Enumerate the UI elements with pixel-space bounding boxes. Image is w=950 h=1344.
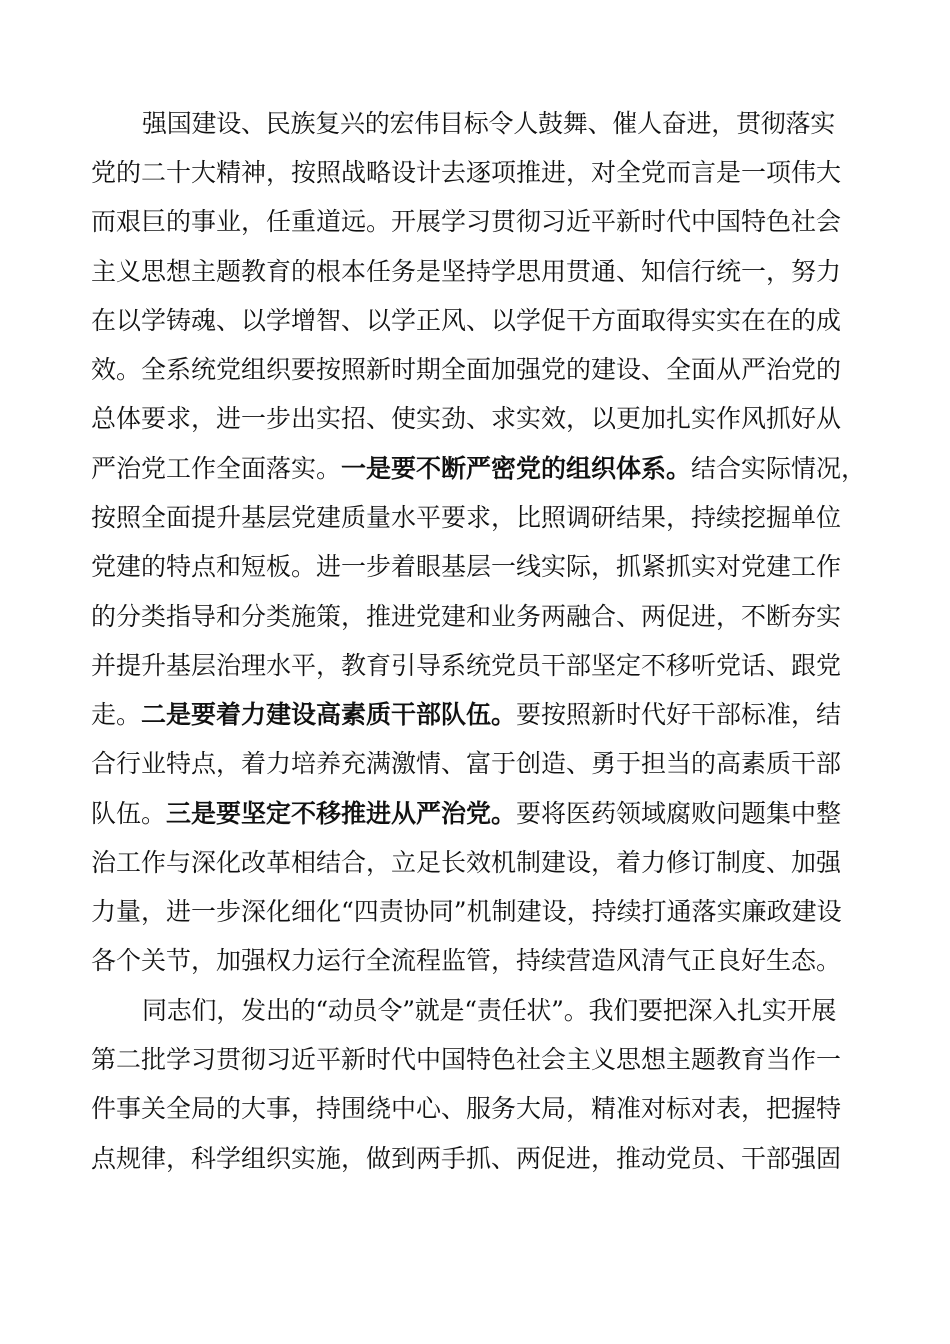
paragraph-line: 主义思想主题教育的根本任务是坚持学思用贯通、知信行统一，努力 — [91, 257, 842, 286]
line-text: 队伍。 — [91, 799, 167, 828]
paragraph-line: 治工作与深化改革相结合，立足长效机制建设，着力修订制度、加强 — [91, 848, 842, 877]
paragraph-line: 而艰巨的事业，任重道远。开展学习贯彻习近平新时代中国特色社会 — [91, 207, 842, 236]
line-text: 结合实际情况， — [691, 454, 867, 483]
paragraph-line: 按照全面提升基层党建质量水平要求，比照调研结果，持续挖掘单位 — [91, 503, 842, 532]
paragraph-line: 第二批学习贯彻习近平新时代中国特色社会主义思想主题教育当作一 — [91, 1045, 842, 1074]
paragraph-line: 件事关全局的大事，持围绕中心、服务大局，精准对标对表，把握特 — [91, 1094, 842, 1123]
paragraph-line — [91, 794, 891, 834]
bold-heading-three: 三是要坚定不移推进从严治党。 — [166, 799, 517, 828]
paragraph-line: 总体要求，进一步出实招、使实劲、求实效，以更加扎实作风抓好从 — [91, 404, 842, 433]
paragraph-line: 各个关节，加强权力运行全流程监管，持续营造风清气正良好生态。 — [91, 946, 842, 975]
bold-heading-two: 二是要着力建设高素质干部队伍。 — [141, 700, 517, 729]
paragraph-line: 在以学铸魂、以学增智、以学正风、以学促干方面取得实实在在的成 — [91, 306, 842, 335]
line-text: 要将医药领域腐败问题集中整 — [516, 799, 842, 828]
paragraph-line: 强国建设、民族复兴的宏伟目标令人鼓舞、催人奋进，贯彻落实 — [142, 109, 836, 138]
paragraph-line: 并提升基层治理水平，教育引导系统党员干部坚定不移听党话、跟党 — [91, 651, 842, 680]
bold-heading-one: 一是要不断严密党的组织体系。 — [341, 454, 692, 483]
paragraph-line: 同志们，发出的“动员令”就是“责任状”。我们要把深入扎实开展 — [142, 996, 837, 1025]
paragraph-line — [91, 695, 891, 735]
paragraph-line — [91, 449, 891, 489]
line-text: 要按照新时代好干部标准，结 — [516, 700, 842, 729]
line-text: 严治党工作全面落实。 — [91, 454, 342, 483]
paragraph-line: 的分类指导和分类施策，推进党建和业务两融合、两促进，不断夯实 — [91, 602, 842, 631]
line-text: 走。 — [91, 700, 142, 729]
paragraph-line: 效。全系统党组织要按照新时期全面加强党的建设、全面从严治党的 — [91, 355, 842, 384]
paragraph-line: 合行业特点，着力培养充满激情、富于创造、勇于担当的高素质干部 — [91, 749, 842, 778]
paragraph-line: 力量，进一步深化细化“四责协同”机制建设，持续打通落实廉政建设 — [91, 897, 842, 926]
paragraph-line: 党的二十大精神，按照战略设计去逐项推进，对全党而言是一项伟大 — [91, 158, 842, 187]
paragraph-line: 点规律，科学组织实施，做到两手抓、两促进，推动党员、干部强固 — [91, 1144, 842, 1173]
paragraph-line: 党建的特点和短板。进一步着眼基层一线实际，抓紧抓实对党建工作 — [91, 552, 842, 581]
